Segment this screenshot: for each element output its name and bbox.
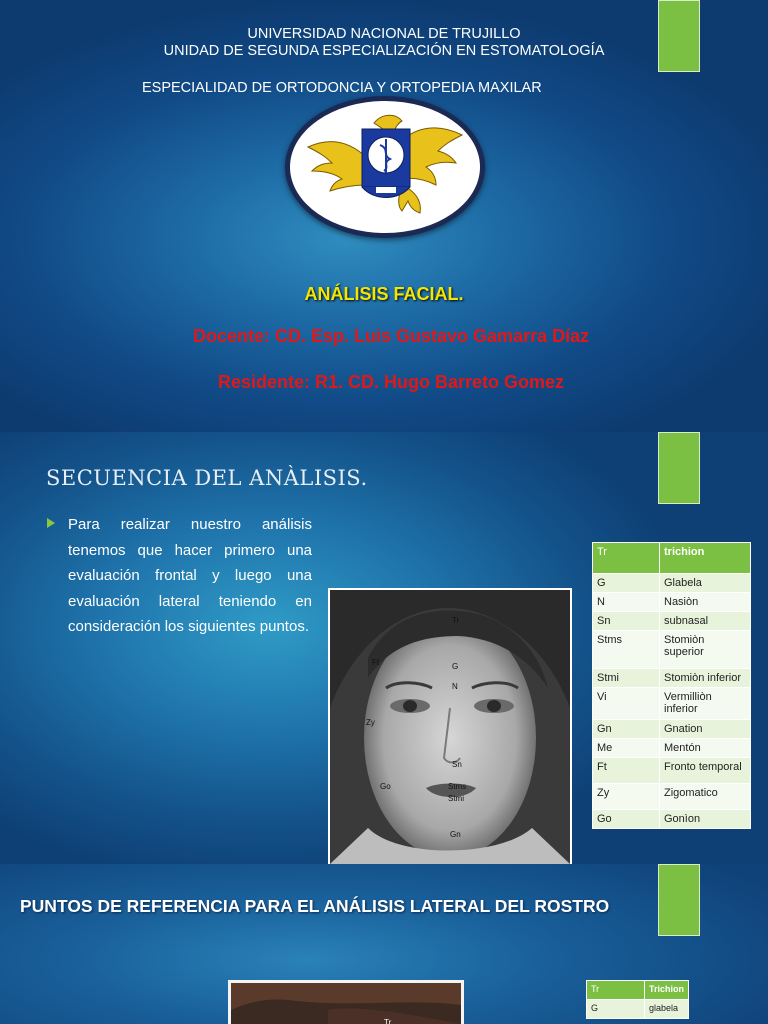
- table-row: [593, 739, 751, 758]
- abbreviation-cell: G: [593, 574, 660, 593]
- table-row: [587, 1000, 689, 1019]
- title-slide: [0, 0, 768, 432]
- abbreviation-cell: Stmi: [593, 669, 660, 688]
- landmark-name-cell: Mentón: [660, 739, 751, 758]
- slide-heading: SECUENCIA DEL ANÀLISIS.: [46, 466, 368, 490]
- table-row: [587, 981, 689, 1000]
- presentation-title: ANÁLISIS FACIAL.: [304, 284, 464, 304]
- landmark-label: Ft: [372, 658, 380, 667]
- landmark-name-cell: Glabela: [660, 574, 751, 593]
- landmark-name-cell: Stomiòn inferior: [660, 669, 751, 688]
- landmark-label: Sn: [452, 760, 462, 769]
- university-logo: [285, 96, 485, 238]
- specialty-name: ESPECIALIDAD DE ORTODONCIA Y ORTOPEDIA MAXILAR: [142, 80, 542, 96]
- table-row: [593, 810, 751, 829]
- face-photo-image: [328, 588, 572, 864]
- landmark-name-cell: Zigomatico: [660, 784, 751, 810]
- landmark-label: Go: [380, 782, 391, 791]
- abbreviation-cell: Ft: [593, 758, 660, 784]
- docente-line: Docente: CD. Esp. Luis Gustavo Gamarra Díaz: [193, 326, 590, 346]
- landmark-name-cell: Nasiòn: [660, 593, 751, 612]
- frontal-reference-table: [592, 542, 751, 829]
- table-row: [593, 669, 751, 688]
- bullet-arrow-icon: [47, 518, 55, 528]
- landmark-label: Zy: [366, 718, 375, 727]
- green-accent-bar: [658, 864, 700, 936]
- table-row: [593, 631, 751, 669]
- landmark-name-cell: glabela: [644, 1000, 688, 1019]
- table-row: [593, 688, 751, 720]
- abbreviation-cell: Zy: [593, 784, 660, 810]
- abbreviation-cell: Gn: [593, 720, 660, 739]
- landmark-name-cell: Stomiòn superior: [660, 631, 751, 669]
- lateral-slide: [0, 864, 768, 1024]
- table-row: [593, 543, 751, 574]
- landmark-label: G: [452, 662, 459, 671]
- sequence-paragraph: Para realizar nuestro análisis tenemos que hacer primero una evaluación frontal y luego una evaluación lateral teniendo en consideración los siguientes puntos.: [68, 516, 312, 636]
- profile-photo-image: [228, 980, 464, 1024]
- abbreviation-cell: Sn: [593, 612, 660, 631]
- landmark-label: Gn: [450, 830, 461, 839]
- landmark-name-cell: Fronto temporal: [660, 758, 751, 784]
- slide-heading: PUNTOS DE REFERENCIA PARA EL ANÁLISIS LATERAL DEL ROSTRO: [20, 896, 610, 916]
- table-row: [593, 784, 751, 810]
- green-accent-bar: [658, 432, 700, 504]
- table-row: [593, 612, 751, 631]
- landmark-label: N: [452, 682, 458, 691]
- landmark-name-cell: Gnation: [660, 720, 751, 739]
- abbreviation-cell: Vi: [593, 688, 660, 720]
- lateral-face-photo: [228, 980, 464, 1024]
- landmark-label: Stmi: [448, 794, 464, 803]
- landmark-name-cell: subnasal: [660, 612, 751, 631]
- table-row: [593, 593, 751, 612]
- landmark-label: Stms: [448, 782, 467, 791]
- griffin-seal-icon: [290, 101, 480, 233]
- abbreviation-cell: Tr: [587, 981, 645, 1000]
- landmark-label: Tr: [452, 616, 460, 625]
- table-row: [593, 574, 751, 593]
- landmark-name-cell: Trichion: [644, 981, 688, 1000]
- landmark-name-cell: Gonìon: [660, 810, 751, 829]
- landmark-name-cell: trichion: [660, 543, 751, 574]
- residente-line: Residente: R1. CD. Hugo Barreto Gomez: [218, 372, 565, 392]
- abbreviation-cell: Go: [593, 810, 660, 829]
- frontal-face-photo: [328, 588, 572, 864]
- abbreviation-cell: G: [587, 1000, 645, 1019]
- university-name: UNIVERSIDAD NACIONAL DE TRUJILLO: [247, 26, 521, 42]
- abbreviation-cell: Tr: [593, 543, 660, 574]
- landmark-name-cell: Vermilliòn inferior: [660, 688, 751, 720]
- abbreviation-cell: Me: [593, 739, 660, 758]
- lateral-reference-table: [586, 980, 689, 1019]
- table-row: [593, 758, 751, 784]
- sequence-slide: [0, 432, 768, 864]
- landmark-label: Tr: [384, 1018, 392, 1024]
- unit-name: UNIDAD DE SEGUNDA ESPECIALIZACIÓN EN ESTOMATOLOGÍA: [163, 43, 605, 59]
- abbreviation-cell: Stms: [593, 631, 660, 669]
- table-row: [593, 720, 751, 739]
- abbreviation-cell: N: [593, 593, 660, 612]
